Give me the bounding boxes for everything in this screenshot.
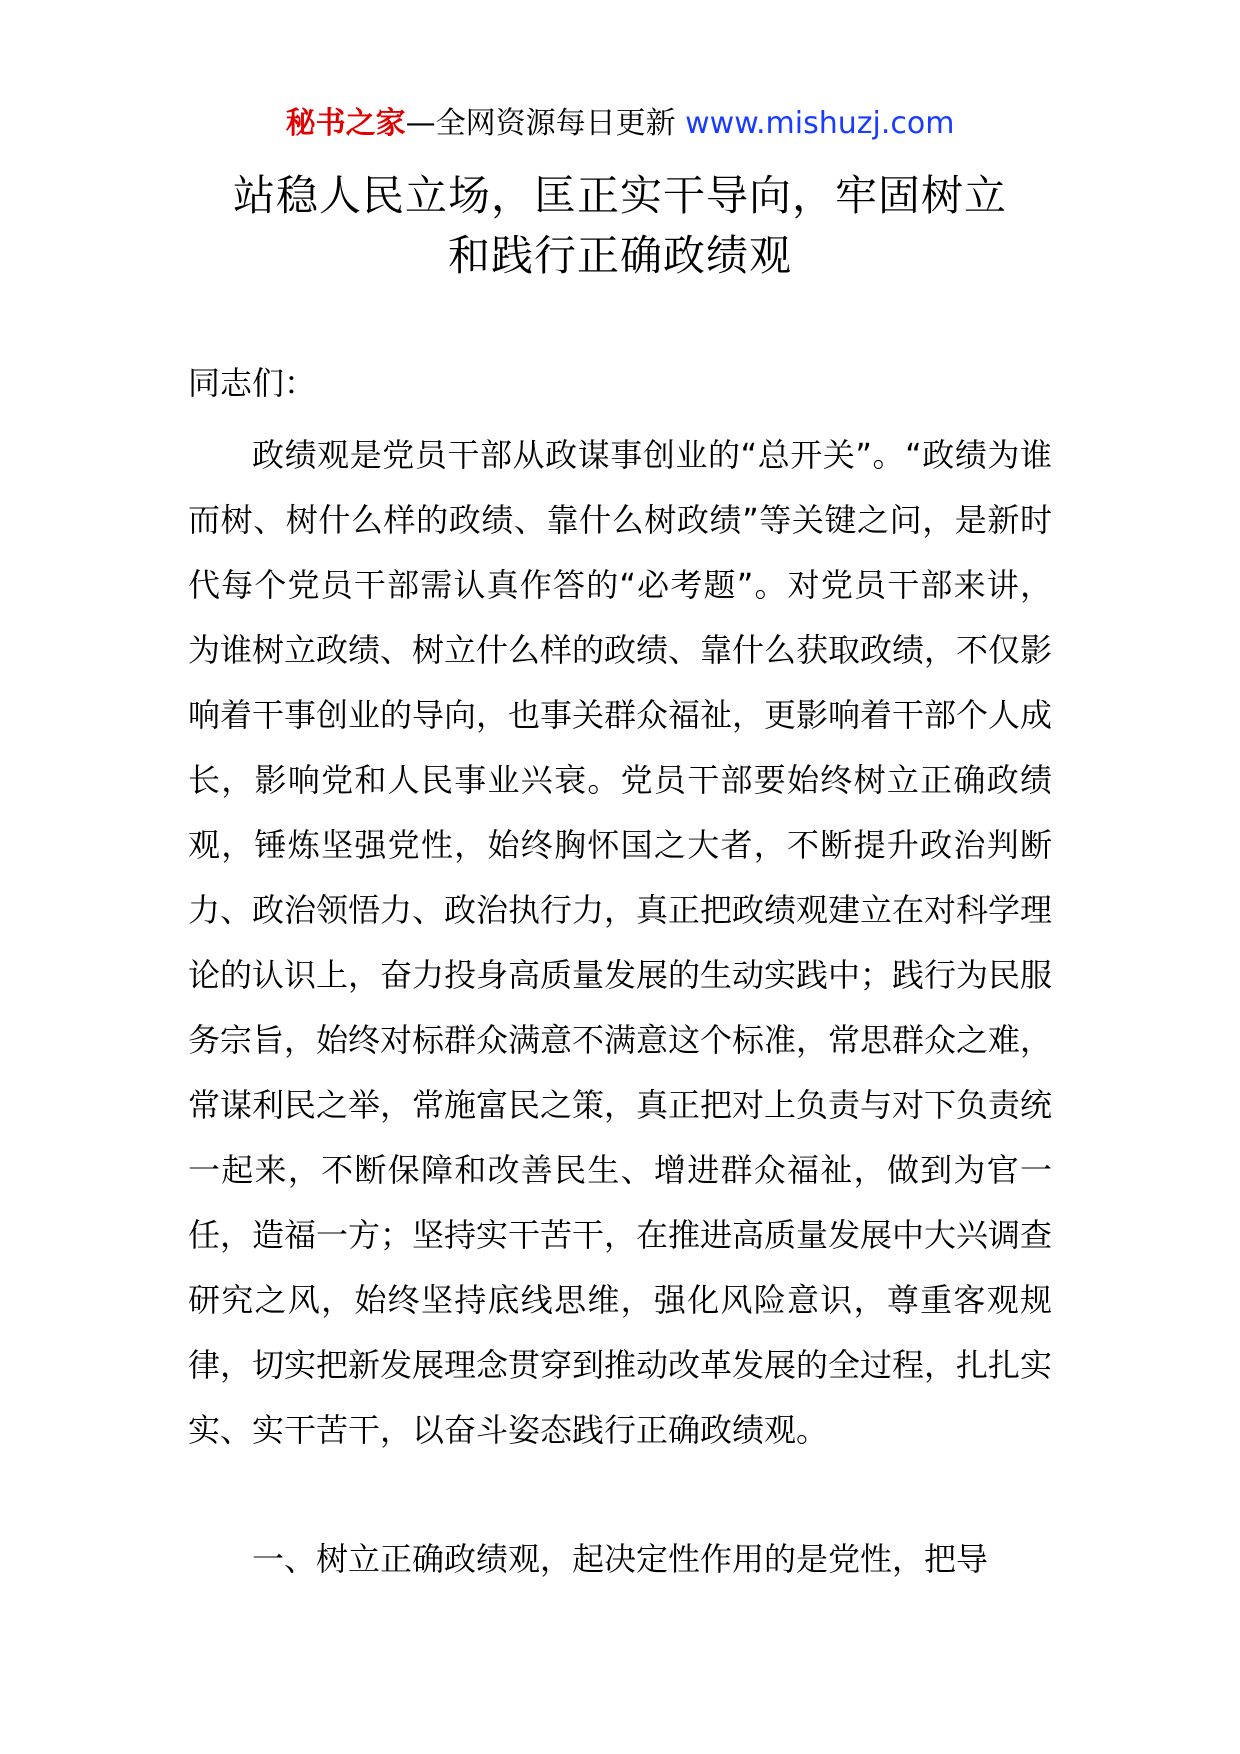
site-url[interactable]: www.mishuzj.com [685,106,955,141]
salutation: 同志们： [188,364,317,402]
site-slogan: —全网资源每日更新 [405,106,686,141]
body-paragraph-2: 一、树立正确政绩观，起决定性作用的是党性，把导 [252,1540,989,1578]
site-brand: 秘书之家 [285,106,406,141]
document-title-line-2: 和践行正确政绩观 [447,231,792,280]
body-paragraph-1: 政绩观是党员干部从政谋事创业的“总开关”。“政绩为谁而树、树什么样的政绩、靠什么树政绩”等关键之问，是新时代每个党员干部需认真作答的“必考题”。对党员干部来讲，为谁树立政绩、树立什么样的政绩、靠什么获取政绩，不仅影响着干事创业的导向，也事关群众福祉，更影响着干部个人成长，影响党和人民事业兴衰。党员干部要始终树立正确政绩观，锤炼坚强党性，始终胸怀国之大者，不断提升政治判断力、政治领悟力、政治执行力，真正把政绩观建立在对科学理论的认识上，奋力投身高质量发展的生动实践中；践行为民服务宗旨，始终对标群众满意不满意这个标准，常思群众之难，常谋利民之举，常施富民之策，真正把对上负责与对下负责统一起来，不断保障和改善民生、增进群众福祉，做到为官一任，造福一方；坚持实干苦干，在推进高质量发展中大兴调查研究之风，始终坚持底线思维，强化风险意识，尊重客观规律，切实把新发展理念贯穿到推动改革发展的全过程，扎扎实实、实干苦干，以奋斗姿态践行正确政绩观。 [188,436,1053,1449]
site-header [0,104,1240,144]
document-title [150,166,1090,286]
document-title-line-1: 站稳人民立场，匡正实干导向，牢固树立 [232,171,1007,220]
